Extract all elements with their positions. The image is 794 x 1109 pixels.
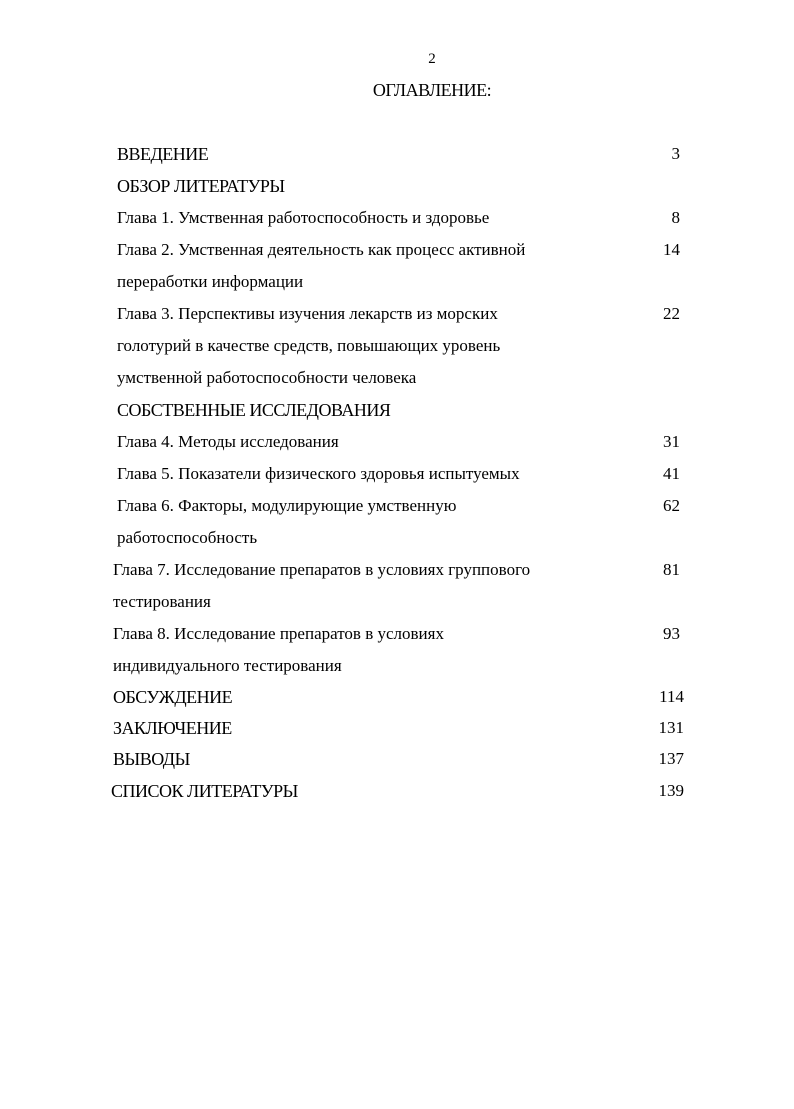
toc-entry-introduction: ВВЕДЕНИЕ	[117, 144, 209, 164]
toc-page-chapter-7: 81	[663, 560, 680, 579]
toc-page-findings: 137	[658, 749, 684, 768]
toc-entry-bibliography: СПИСОК ЛИТЕРАТУРЫ	[111, 781, 298, 801]
toc-entry-chapter-8-cont: индивидуального тестирования	[113, 656, 342, 675]
toc-entry-chapter-2-cont: переработки информации	[117, 272, 304, 291]
toc-entry-chapter-1: Глава 1. Умственная работоспособность и здоровье	[117, 208, 490, 227]
page-number: 2	[428, 51, 436, 67]
toc-entry-literature-review: ОБЗОР ЛИТЕРАТУРЫ	[117, 176, 285, 196]
toc-entry-chapter-6-cont: работоспособность	[117, 528, 258, 547]
toc-entry-chapter-2: Глава 2. Умственная деятельность как процесс активной	[117, 240, 526, 259]
toc-page-chapter-8: 93	[663, 624, 680, 643]
toc-page-chapter-6: 62	[663, 496, 680, 515]
toc-entry-chapter-6: Глава 6. Факторы, модулирующие умственную	[117, 496, 457, 515]
toc-page-chapter-2: 14	[663, 240, 680, 259]
toc-page-chapter-3: 22	[663, 304, 680, 323]
toc-entry-chapter-5: Глава 5. Показатели физического здоровья испытуемых	[117, 464, 520, 483]
toc-entry-conclusion: ЗАКЛЮЧЕНИЕ	[113, 718, 232, 738]
toc-entry-discussion: ОБСУЖДЕНИЕ	[113, 687, 233, 707]
toc-page-chapter-4: 31	[663, 432, 680, 451]
toc-title: ОГЛАВЛЕНИЕ:	[372, 80, 492, 100]
toc-entry-chapter-7-cont: тестирования	[113, 592, 211, 611]
toc-page-bibliography: 139	[658, 781, 684, 800]
toc-page-discussion: 114	[659, 687, 684, 706]
toc-entry-chapter-3-cont-2: умственной работоспособности человека	[117, 368, 417, 387]
toc-entry-chapter-3-cont-1: голотурий в качестве средств, повышающих уровень	[117, 336, 501, 355]
toc-entry-chapter-3: Глава 3. Перспективы изучения лекарств из морских	[117, 304, 498, 323]
toc-page-conclusion: 131	[658, 718, 684, 737]
toc-entry-findings: ВЫВОДЫ	[113, 749, 190, 769]
toc-entry-chapter-4: Глава 4. Методы исследования	[117, 432, 339, 451]
toc-entry-chapter-7: Глава 7. Исследование препаратов в условиях группового	[113, 560, 531, 579]
toc-page-chapter-5: 41	[663, 464, 680, 483]
toc-page-chapter-1: 8	[671, 208, 680, 227]
toc-entry-own-research: СОБСТВЕННЫЕ ИССЛЕДОВАНИЯ	[117, 400, 391, 420]
toc-page-introduction: 3	[671, 144, 680, 163]
toc-entry-chapter-8: Глава 8. Исследование препаратов в условиях	[113, 624, 444, 643]
